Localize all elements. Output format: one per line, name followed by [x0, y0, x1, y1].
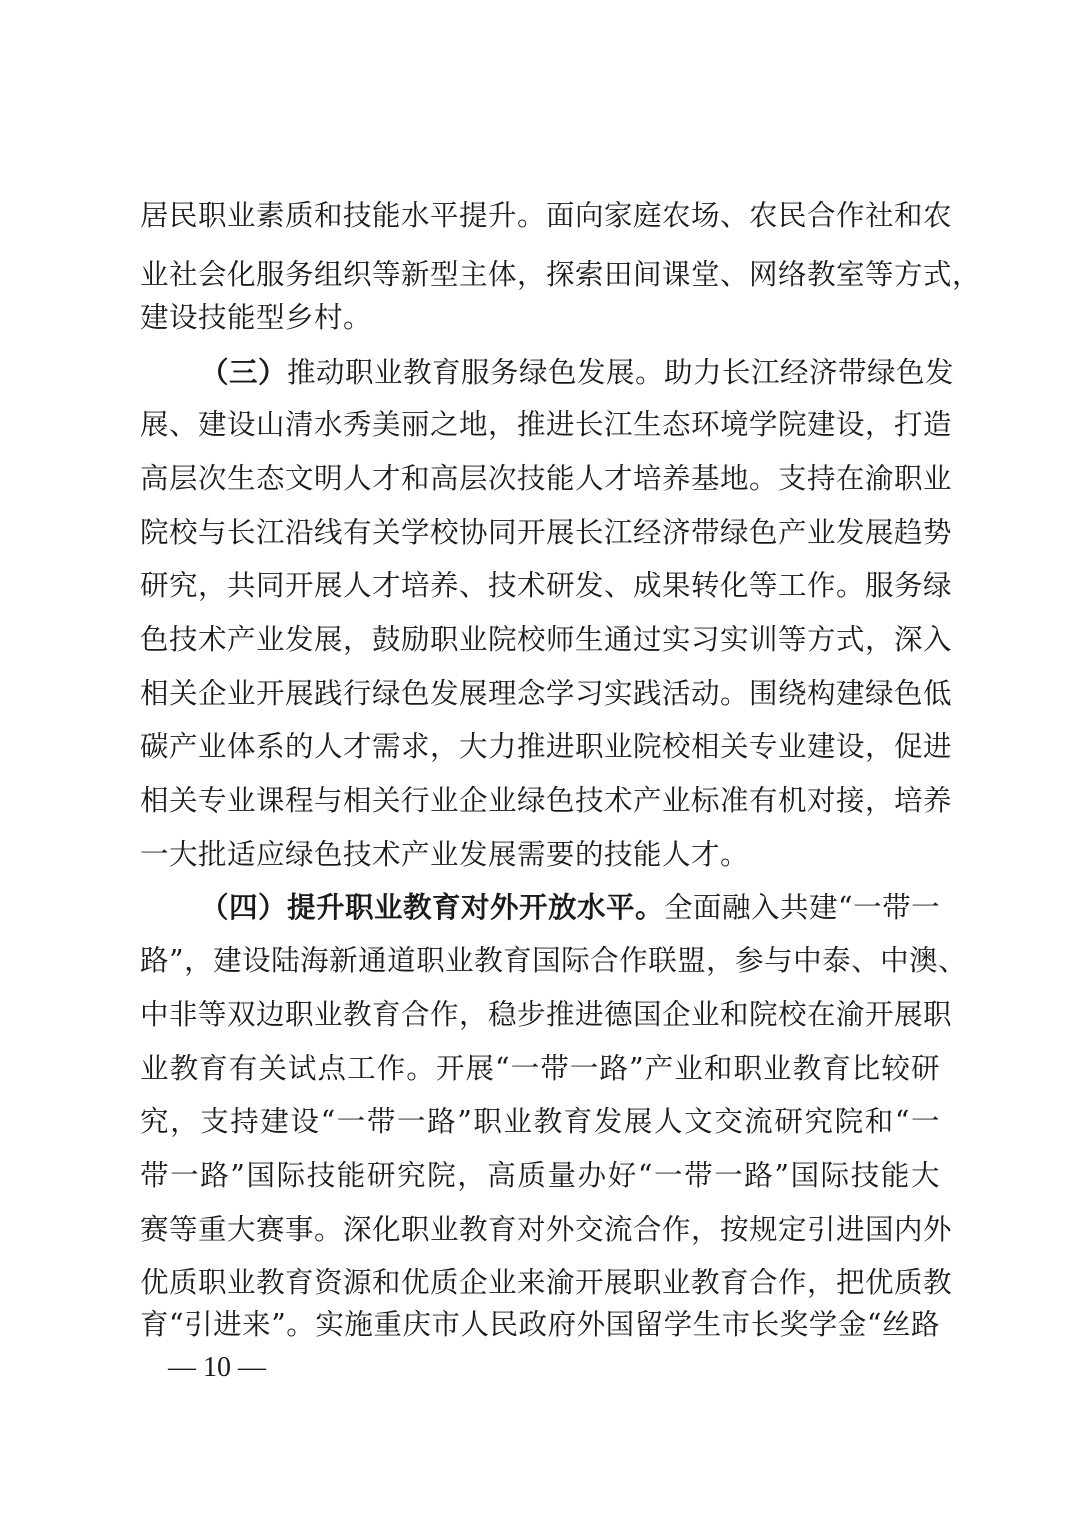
text-line: 色技术产业发展，鼓励职业院校师生通过实习实训等方式，深入 — [140, 623, 953, 656]
text-line: 建设技能型乡村。 — [140, 301, 373, 334]
text-line: 相关企业开展践行绿色发展理念学习实践活动。围绕构建绿色低 — [140, 677, 953, 710]
section-4-lead: 全面融入共建“一带一 — [664, 891, 941, 924]
text-line: 高层次生态文明人才和高层次技能人才培养基地。支持在渝职业 — [140, 462, 953, 495]
text-line: 业社会化服务组织等新型主体，探索田间课堂、网络教室等方式， — [140, 258, 982, 291]
text-line: 居民职业素质和技能水平提升。面向家庭农场、农民合作社和农 — [140, 199, 953, 232]
text-line: 究，支持建设“一带一路”职业教育发展人文交流研究院和“一 — [140, 1105, 940, 1138]
section-3-lead: 推动职业教育服务绿色发展。助力长江经济带绿色发 — [287, 356, 955, 389]
section-3-heading: （三） — [200, 355, 288, 389]
text-line: 相关专业课程与相关行业企业绿色技术产业标准有机对接，培养 — [140, 784, 953, 817]
text-line: 业教育有关试点工作。开展“一带一路”产业和职业教育比较研 — [140, 1052, 940, 1085]
section-4-heading: （四）提升职业教育对外开放水平。 — [200, 890, 665, 924]
text-line: 中非等双边职业教育合作，稳步推进德国企业和院校在渝开展职 — [140, 998, 953, 1031]
text-line: 展、建设山清水秀美丽之地，推进长江生态环境学院建设，打造 — [140, 408, 953, 441]
text-line: 赛等重大赛事。深化职业教育对外交流合作，按规定引进国内外 — [140, 1213, 953, 1246]
section-3-first-line — [200, 352, 955, 392]
text-line: 路”，建设陆海新通道职业教育国际合作联盟，参与中泰、中澳、 — [140, 944, 968, 977]
section-4-first-line — [200, 887, 940, 927]
text-line: 优质职业教育资源和优质企业来渝开展职业教育合作，把优质教 — [140, 1266, 953, 1299]
text-line: 育“引进来”。实施重庆市人民政府外国留学生市长奖学金“丝路 — [140, 1308, 940, 1341]
text-line: 带一路”国际技能研究院，高质量办好“一带一路”国际技能大 — [140, 1159, 940, 1192]
text-line: 碳产业体系的人才需求，大力推进职业院校相关专业建设，促进 — [140, 730, 953, 763]
text-line: 院校与长江沿线有关学校协同开展长江经济带绿色产业发展趋势 — [140, 516, 953, 549]
page-number: — 10 — — [168, 1352, 266, 1383]
text-line: 一大批适应绿色技术产业发展需要的技能人才。 — [140, 838, 750, 871]
text-line: 研究，共同开展人才培养、技术研发、成果转化等工作。服务绿 — [140, 569, 953, 602]
